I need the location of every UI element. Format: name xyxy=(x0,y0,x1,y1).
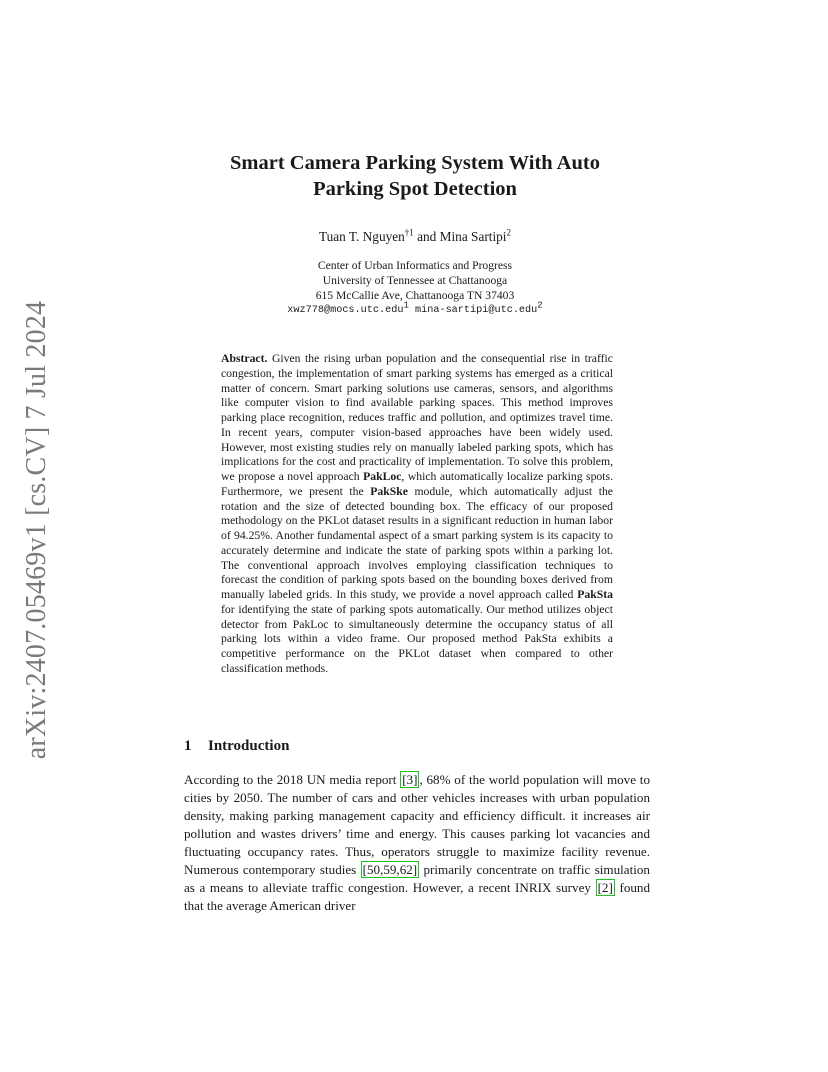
author-list xyxy=(200,229,630,245)
email-1-link[interactable]: xwz778@mocs.utc.edu xyxy=(287,305,404,316)
email-2-link[interactable]: mina-sartipi@utc.edu xyxy=(415,305,538,316)
abstract-text-4: for identifying the state of parking spots automatically. Our method utilizes object detector from PakLoc to simultaneously determine the occupancy status of all parking lots within a video frame. Our proposed method PakSta exhibits a competitive performance on the PKLot dataset when compared to other classification methods. xyxy=(221,602,613,675)
intro-text-4: found that the average American driver xyxy=(184,880,651,913)
abstract-text-1: Given the rising urban population and the consequential rise in traffic congestion, the implementation of smart parking systems has emerged as a critical matter of concern. Smart parking solutions use cameras, sensors, and algorithms like computer vision to find available parking spaces. This method improves parking place recognition, reduces traffic and pollution, and optimizes travel time. In recent years, computer vision-based approaches have been widely used. However, most existing studies rely on manually labeled parking spots, which has implications for the cost and practicality of implementation. To solve this problem, we propose a novel approach xyxy=(221,352,613,483)
abstract-text-3: module, which automatically adjust the rotation and the size of detected bounding box. The efficacy of our proposed methodology on the PKLot dataset results in a significant reduction in human labor of 94.25%. Another fundamental aspect of a smart parking system is its capacity to accurately determine and indicate the state of parking spots within a parking lot. The conventional approach involves employing classification techniques to forecast the condition of parking spots based on the bounding boxes derived from manually labeled grids. In this study, we provide a novel approach called xyxy=(221,484,613,601)
section-heading-introduction xyxy=(184,738,289,755)
title-line-2: Parking Spot Detection xyxy=(313,178,517,200)
section-number: 1 xyxy=(184,738,192,754)
citation-link-50-59-62[interactable]: [50,59,62] xyxy=(362,862,418,877)
intro-text-2: , 68% of the world population will move to cities by 2050. The number of cars and other vehicles increases with urban population density, making parking management capacity and efficiency difficult. it increases air pollution and wastes drivers’ time and energy. This causes parking lot vacancies and fluctuating occupancy rates. Thus, operators struggle to maximize facility revenue. Numerous contemporary studies xyxy=(184,772,650,877)
affiliation-line-3: 615 McCallie Ave, Chattanooga TN 37403 xyxy=(315,289,515,302)
author-2-affiliation-mark: 2 xyxy=(506,227,512,238)
author-1-affiliation-mark: †1 xyxy=(404,227,414,238)
introduction-paragraph xyxy=(184,771,650,915)
affiliation-line-1: Center of Urban Informatics and Progress xyxy=(317,259,513,272)
author-1: Tuan T. Nguyen xyxy=(318,229,405,244)
section-title-text: Introduction xyxy=(208,738,290,754)
author-2: Mina Sartipi xyxy=(439,229,507,244)
citation-link-3[interactable]: [3] xyxy=(402,772,418,787)
intro-text-1: According to the 2018 UN media report xyxy=(184,772,401,787)
abstract-label: Abstract. xyxy=(221,352,268,365)
title-line-1: Smart Camera Parking System With Auto xyxy=(230,152,600,174)
arxiv-identifier xyxy=(17,300,57,760)
intro-text-3: primarily concentrate on traffic simulation as a means to alleviate traffic congestion. However, a recent INRIX survey xyxy=(184,862,650,895)
arxiv-identifier-text: arXiv:2407.05469v1 [cs.CV] 7 Jul 2024 xyxy=(21,300,53,760)
citation-link-2[interactable]: [2] xyxy=(597,880,613,895)
author-separator: and xyxy=(413,229,440,244)
abstract-text-2: , which automatically localize parking spots. Furthermore, we present the xyxy=(221,470,613,498)
email-1-mark: 1 xyxy=(403,300,409,311)
abstract-term-paksta: PakSta xyxy=(577,588,613,601)
affiliation-block xyxy=(200,258,630,318)
email-2-mark: 2 xyxy=(537,300,543,311)
affiliation-line-2: University of Tennessee at Chattanooga xyxy=(322,274,508,287)
abstract-term-pakske: PakSke xyxy=(370,484,408,498)
abstract xyxy=(221,352,613,677)
abstract-term-pakloc: PakLoc xyxy=(363,470,402,483)
paper-title xyxy=(150,150,680,202)
email-line xyxy=(200,300,630,318)
